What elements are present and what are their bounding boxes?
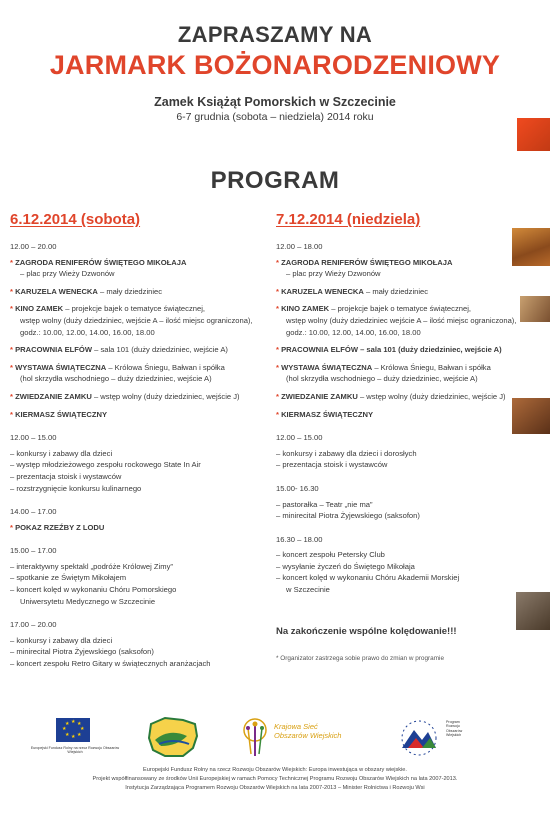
program-item: * KINO ZAMEK – projekcje bajek o tematyce świątecznej,: [10, 304, 205, 314]
list-item: w Szczecinie: [286, 585, 330, 595]
item-detail: – plac przy Wieży Dzwonów: [286, 269, 381, 279]
list-item: – konkursy i zabawy dla dzieci: [10, 448, 113, 458]
eu-flag-icon: ★ ★ ★ ★ ★ ★ ★ ★: [56, 718, 90, 742]
venue: Zamek Książąt Pomorskich w Szczecinie: [154, 95, 396, 109]
day1-heading: 6.12.2014 (sobota): [10, 211, 141, 228]
time-slot: 12.00 – 15.00: [10, 433, 57, 443]
list-item: – interaktywny spektakl „podróże Królowej Zimy”: [10, 561, 173, 571]
program-item: * PRACOWNIA ELFÓW – sala 101 (duży dziedziniec, wejście A): [276, 345, 502, 355]
item-detail: – plac przy Wieży Dzwonów: [20, 269, 115, 279]
program-item: * ZWIEDZANIE ZAMKU – wstęp wolny (duży dziedziniec, wejście J): [276, 391, 506, 401]
star-bullet: *: [10, 286, 16, 296]
program-item: * WYSTAWA ŚWIĄTECZNA – Królowa Śniegu, Bałwan i spółka: [276, 362, 491, 372]
program-item: * WYSTAWA ŚWIĄTECZNA – Królowa Śniegu, Bałwan i spółka: [10, 362, 225, 372]
headline-invite: ZAPRASZAMY NA: [177, 22, 373, 47]
star-bullet: *: [276, 257, 282, 267]
star-bullet: *: [10, 345, 16, 355]
list-item: – konkursy i zabawy dla dzieci i dorosłych: [276, 448, 417, 458]
list-item: – prezentacja stoisk i wystawców: [276, 460, 388, 470]
headline-event: JARMARK BOŻONARODZENIOWY: [49, 50, 501, 80]
star-bullet: *: [10, 409, 16, 419]
program-item: * KIERMASZ ŚWIĄTECZNY: [276, 409, 374, 419]
list-item: Uniwersytetu Medycznego w Szczecinie: [20, 596, 156, 606]
star-bullet: *: [276, 409, 282, 419]
footer-line: Europejski Fundusz Rolny na rzecz Rozwoju Obszarów Wiejskich: Europa inwestująca w obszary wiejskie.: [143, 767, 407, 773]
wheat-icon: [238, 716, 272, 760]
closing-line: Na zakończenie wspólne kolędowanie!!!: [276, 625, 457, 637]
star-bullet: *: [276, 362, 282, 372]
day2-column: [276, 210, 538, 665]
list-item: – rozstrzygnięcie konkursu kulinarnego: [10, 483, 142, 493]
footer-line: Projekt współfinansowany ze środków Unii Europejskiej w ramach Pomocy Technicznej Programu Rozwoju Obszarów Wiejskich na lata 2007-2013.: [92, 776, 458, 782]
item-detail: godz.: 10.00, 12.00, 14.00, 16.00, 18.00: [20, 327, 155, 337]
list-item: – pastorałka – Teatr „nie ma”: [276, 499, 373, 509]
event-dates: 6-7 grudnia (sobota – niedziela) 2014 roku: [176, 111, 374, 123]
program-item: * ZAGRODA RENIFERÓW ŚWIĘTEGO MIKOŁAJA: [10, 257, 187, 267]
ksow-label: Krajowa Sieć Obszarów Wiejskich: [274, 722, 342, 740]
time-slot: 15.00 – 17.00: [10, 546, 57, 556]
program-item: * ZWIEDZANIE ZAMKU – wstęp wolny (duży dziedziniec, wejście J): [10, 391, 240, 401]
star-bullet: *: [276, 345, 282, 355]
sponsor-logos: [0, 712, 550, 764]
prow-logo: [396, 718, 470, 762]
item-detail: godz.: 10.00, 12.00, 14.00, 16.00, 18.00: [286, 327, 421, 337]
program-item: * KIERMASZ ŚWIĄTECZNY: [10, 409, 108, 419]
time-slot: 12.00 – 18.00: [276, 242, 323, 251]
footer-line: Instytucja Zarządzająca Programem Rozwoju Obszarów Wiejskich na lata 2007-2013 – Minister Rolnictwa i Rozwoju Wsi: [125, 785, 425, 791]
time-slot: 12.00 – 20.00: [10, 242, 57, 251]
list-item: – wysyłanie życzeń do Świętego Mikołaja: [276, 561, 415, 571]
time-slot: 12.00 – 15.00: [276, 433, 323, 443]
time-slot: 16.30 – 18.00: [276, 534, 323, 544]
list-item: – koncert zespołu Retro Gitary w świątecznych aranżacjach: [10, 659, 211, 669]
list-item: – koncert zespołu Petersky Club: [276, 550, 385, 560]
star-bullet: *: [10, 362, 16, 372]
list-item: – spotkanie ze Świętym Mikołajem: [10, 573, 127, 583]
program-item: * KINO ZAMEK – projekcje bajek o tematyce świątecznej,: [276, 304, 471, 314]
organizer-note: * Organizator zastrzega sobie prawo do zmian w programie: [276, 655, 445, 663]
star-bullet: *: [10, 522, 16, 532]
time-slot: 15.00- 16.30: [276, 483, 319, 493]
poster-header: [0, 22, 550, 123]
star-bullet: *: [10, 304, 16, 314]
day1-column: [10, 210, 260, 670]
item-detail: wstęp wolny (duży dziedziniec wejście A – ilość miejsc ograniczona),: [286, 315, 517, 325]
item-detail: (hol skrzydła wschodniego – duży dziedziniec, wejście A): [286, 374, 478, 384]
star-bullet: *: [276, 286, 282, 296]
list-item: – koncert kolęd w wykonaniu Chóru Akademii Morskiej: [276, 573, 460, 583]
program-item: * POKAZ RZEŹBY Z LODU: [10, 522, 105, 532]
day2-heading: 7.12.2014 (niedziela): [276, 211, 421, 228]
poland-map-logo-icon: [143, 714, 203, 760]
program-item: * KARUZELA WENECKA – mały dziedziniec: [10, 286, 163, 296]
program-item: * KARUZELA WENECKA – mały dziedziniec: [276, 286, 429, 296]
list-item: – minirecital Piotra Żyjewskiego (saksofon): [10, 647, 154, 657]
eu-fund-caption: Europejski Fundusz Rolny na rzecz Rozwoju Obszarów Wiejskich: [30, 746, 120, 755]
star-bullet: *: [276, 391, 282, 401]
star-bullet: *: [10, 391, 16, 401]
program-title: PROGRAM: [210, 167, 340, 194]
footer: [0, 766, 550, 793]
list-item: – koncert kolęd w wykonaniu Chóru Pomorskiego: [10, 585, 177, 595]
prow-label: Program Rozwoju Obszarów Wiejskich: [446, 720, 463, 738]
list-item: – minirecital Piotra Żyjewskiego (saksofon): [276, 511, 420, 521]
star-bullet: *: [10, 257, 16, 267]
item-detail: wstęp wolny (duży dziedziniec, wejście A – ilość miejsc ograniczona),: [20, 315, 253, 325]
program-item: * ZAGRODA RENIFERÓW ŚWIĘTEGO MIKOŁAJA: [276, 257, 453, 267]
list-item: – występ młodzieżowego zespołu rockowego State In Air: [10, 460, 201, 470]
item-detail: (hol skrzydła wschodniego – duży dziedziniec, wejście A): [20, 374, 212, 384]
list-item: – prezentacja stoisk i wystawców: [10, 471, 122, 481]
time-slot: 14.00 – 17.00: [10, 507, 57, 517]
list-item: – konkursy i zabawy dla dzieci: [10, 635, 113, 645]
program-item: * PRACOWNIA ELFÓW – sala 101 (duży dziedziniec, wejście A): [10, 345, 228, 355]
time-slot: 17.00 – 20.00: [10, 620, 57, 630]
ksow-logo: [238, 716, 358, 760]
star-bullet: *: [276, 304, 282, 314]
prow-emblem-icon: [396, 718, 442, 758]
